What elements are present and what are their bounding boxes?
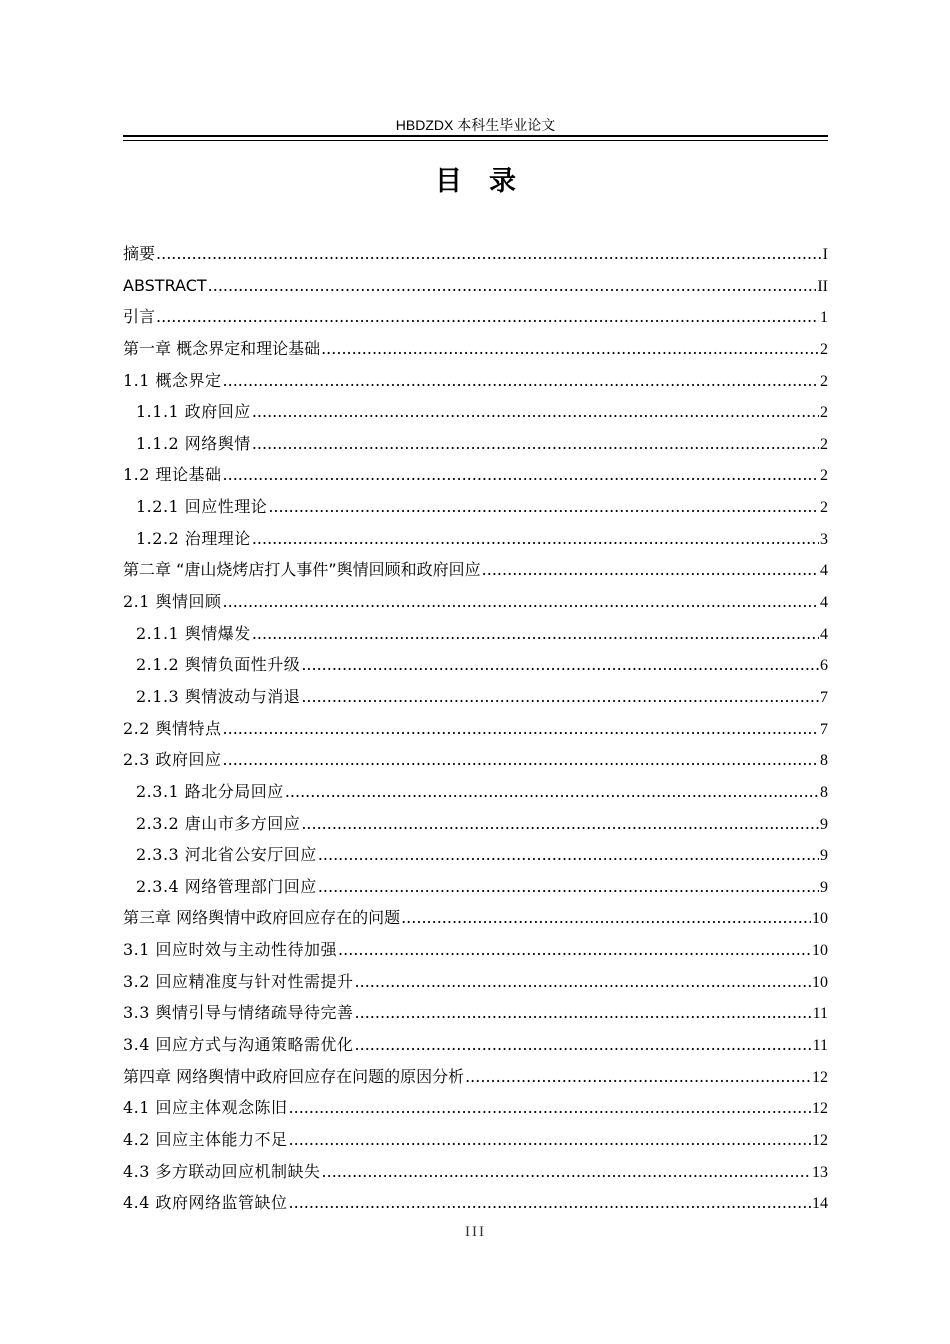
toc-dot-leader (252, 618, 819, 650)
toc-dot-leader (268, 491, 819, 523)
toc-entry[interactable] (123, 1124, 828, 1156)
toc-dot-leader (156, 238, 822, 270)
toc-entry[interactable] (123, 1029, 828, 1061)
toc-dot-leader (223, 459, 819, 491)
toc-entry-page: 12 (812, 1100, 828, 1118)
toc-dot-leader (318, 871, 819, 903)
toc-entry[interactable] (123, 301, 828, 333)
toc-dot-leader (223, 713, 819, 745)
toc-entry[interactable] (123, 396, 828, 428)
toc-entry[interactable] (123, 554, 828, 586)
toc-entry[interactable] (123, 618, 828, 650)
toc-entry-page: 9 (820, 815, 828, 833)
page-number: III (465, 1224, 486, 1240)
toc-dot-leader (223, 365, 819, 397)
toc-entry-label: 2.1 舆情回顾 (123, 592, 222, 612)
toc-entry-label: 4.3 多方联动回应机制缺失 (123, 1161, 321, 1181)
toc-entry-label: 4.4 政府网络监管缺位 (123, 1193, 288, 1213)
toc-entry-page: 12 (812, 1131, 828, 1149)
toc-dot-leader (289, 1124, 811, 1156)
toc-dot-leader (289, 1092, 811, 1124)
toc-entry-label: 3.3 舆情引导与情绪疏导待完善 (123, 1003, 354, 1023)
toc-entry[interactable] (123, 776, 828, 808)
toc-entry-label: 2.1.2 舆情负面性升级 (136, 655, 301, 675)
toc-entry[interactable] (123, 1061, 828, 1093)
toc-entry-page: 4 (820, 625, 828, 643)
toc-dot-leader (252, 428, 819, 460)
toc-entry-page: 6 (820, 657, 828, 675)
toc-entry-page: 8 (820, 752, 828, 770)
toc-dot-leader (223, 586, 819, 618)
toc-entry-label: 3.1 回应时效与主动性待加强 (123, 940, 338, 960)
toc-dot-leader (301, 808, 819, 840)
toc-entry-label: 2.3.4 网络管理部门回应 (136, 876, 317, 896)
toc-dot-leader (355, 997, 812, 1029)
toc-entry[interactable] (123, 333, 828, 365)
toc-dot-leader (285, 776, 819, 808)
toc-entry[interactable] (123, 365, 828, 397)
toc-entry-page: 3 (820, 530, 828, 548)
toc-dot-leader (465, 1061, 811, 1093)
toc-dot-leader (482, 554, 819, 586)
toc-entry[interactable] (123, 902, 828, 934)
toc-dot-leader (289, 1187, 811, 1219)
toc-entry-label: 1.2.1 回应性理论 (136, 497, 268, 517)
toc-dot-leader (322, 1156, 811, 1188)
toc-dot-leader (301, 681, 819, 713)
toc-entry-label: 2.3.3 河北省公安厅回应 (136, 845, 317, 865)
toc-entry-page: I (822, 246, 828, 263)
toc-entry-label: 1.2 理论基础 (123, 465, 222, 485)
toc-entry[interactable] (123, 713, 828, 745)
toc-entry-page: 14 (812, 1195, 828, 1213)
toc-entry[interactable] (123, 586, 828, 618)
toc-entry-label: 1.1 概念界定 (123, 370, 222, 390)
toc-entry-label: 4.2 回应主体能力不足 (123, 1129, 288, 1149)
toc-entry[interactable] (123, 238, 828, 270)
toc-entry-label: 第四章 网络舆情中政府回应存在问题的原因分析 (123, 1066, 465, 1086)
toc-entry[interactable] (123, 649, 828, 681)
toc-dot-leader (252, 523, 819, 555)
toc-entry[interactable] (123, 808, 828, 840)
toc-entry-label: 第一章 概念界定和理论基础 (123, 338, 321, 358)
toc-dot-leader (321, 333, 819, 365)
toc-entry[interactable] (123, 839, 828, 871)
toc-entry[interactable] (123, 1187, 828, 1219)
toc-entry-label: 第三章 网络舆情中政府回应存在的问题 (123, 908, 401, 928)
toc-entry[interactable] (123, 934, 828, 966)
toc-title: 目 录 (435, 166, 516, 197)
toc-entry-label: 4.1 回应主体观念陈旧 (123, 1098, 288, 1118)
toc-entry-page: 10 (812, 942, 828, 960)
toc-dot-leader (223, 744, 819, 776)
toc-entry[interactable] (123, 681, 828, 713)
toc-entry-label: 2.1.3 舆情波动与消退 (136, 686, 301, 706)
toc-entry-page: 2 (820, 372, 828, 390)
toc-entry-page: 1 (820, 309, 828, 327)
running-header: HBDZDX 本科生毕业论文 (395, 117, 556, 133)
toc-entry[interactable] (123, 966, 828, 998)
toc-dot-leader (252, 396, 819, 428)
toc-entry[interactable] (123, 1156, 828, 1188)
toc-dot-leader (338, 934, 811, 966)
toc-entry[interactable] (123, 1092, 828, 1124)
toc-entry-page: 10 (812, 973, 828, 991)
toc-entry-page: 8 (820, 783, 828, 801)
toc-list (123, 238, 828, 1219)
toc-entry-page: 10 (812, 910, 828, 928)
toc-entry-label: 引言 (123, 307, 156, 327)
toc-entry-label: 2.1.1 舆情爆发 (136, 623, 251, 643)
toc-entry-label: 摘要 (123, 244, 156, 263)
toc-dot-leader (318, 839, 819, 871)
toc-dot-leader (355, 966, 811, 998)
toc-entry-label: 第二章 “唐山烧烤店打人事件”舆情回顾和政府回应 (123, 560, 481, 580)
toc-entry-label: 2.2 舆情特点 (123, 718, 222, 738)
toc-dot-leader (355, 1029, 812, 1061)
toc-entry-label: 3.2 回应精准度与针对性需提升 (123, 971, 354, 991)
toc-entry-page: II (817, 277, 828, 295)
toc-entry-page: 2 (820, 340, 828, 358)
header-rule-thin (123, 140, 828, 141)
toc-entry[interactable] (123, 428, 828, 460)
toc-entry-page: 13 (812, 1163, 828, 1181)
toc-entry-page: 9 (820, 878, 828, 896)
toc-dot-leader (301, 649, 819, 681)
toc-entry-page: 9 (820, 847, 828, 865)
toc-entry-label: ABSTRACT (123, 275, 207, 295)
toc-entry-label: 2.3.2 唐山市多方回应 (136, 813, 301, 833)
toc-entry-page: 7 (820, 688, 828, 706)
toc-entry[interactable] (123, 491, 828, 523)
toc-entry-page: 7 (820, 720, 828, 738)
toc-entry[interactable] (123, 459, 828, 491)
toc-dot-leader (208, 270, 817, 302)
toc-entry-page: 4 (820, 562, 828, 580)
toc-entry-page: 2 (820, 404, 828, 422)
toc-entry-page: 4 (820, 594, 828, 612)
toc-entry[interactable] (123, 871, 828, 903)
toc-entry-label: 2.3 政府回应 (123, 750, 222, 770)
toc-entry[interactable] (123, 744, 828, 776)
toc-entry-page: 12 (812, 1068, 828, 1086)
toc-entry-label: 3.4 回应方式与沟通策略需优化 (123, 1035, 354, 1055)
toc-dot-leader (401, 902, 811, 934)
toc-entry-page: 11 (812, 1037, 828, 1055)
toc-entry[interactable] (123, 997, 828, 1029)
toc-entry-page: 2 (820, 467, 828, 485)
toc-entry-label: 1.2.2 治理理论 (136, 528, 251, 548)
toc-entry-label: 1.1.1 政府回应 (136, 402, 251, 422)
toc-entry[interactable] (123, 270, 828, 302)
toc-entry[interactable] (123, 523, 828, 555)
toc-entry-label: 2.3.1 路北分局回应 (136, 781, 284, 801)
toc-entry-page: 11 (812, 1005, 828, 1023)
toc-entry-page: 2 (820, 499, 828, 517)
toc-entry-page: 2 (820, 435, 828, 453)
toc-dot-leader (156, 301, 819, 333)
toc-entry-label: 1.1.2 网络舆情 (136, 433, 251, 453)
header-rule-thick (123, 135, 828, 137)
